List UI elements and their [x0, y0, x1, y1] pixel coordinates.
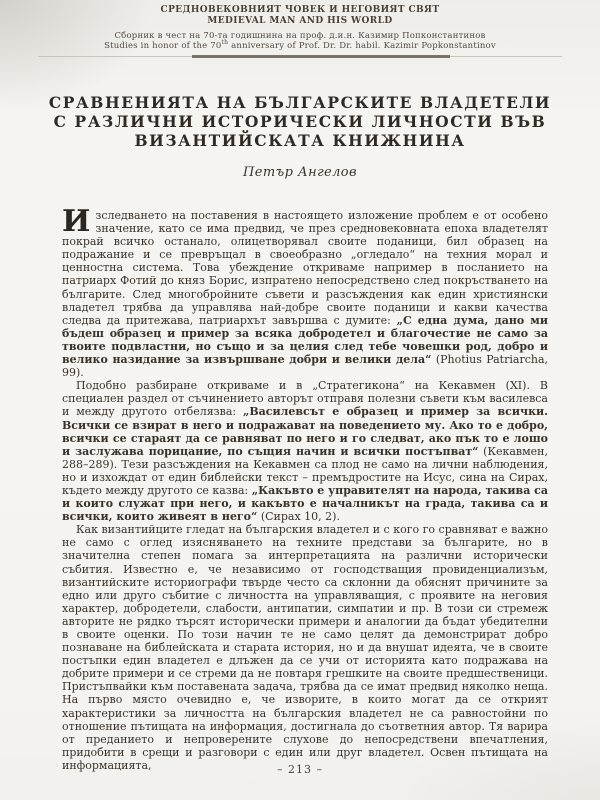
- text-run: „Какъвто е управителят на народа, такива са и които служат при него, и какъвто е началникът на града, такива са и всички, които живеят в него“: [62, 483, 548, 524]
- text-run: anniversary of Prof. Dr. Dr. habil. Kazimir Popkonstantinov: [228, 41, 496, 51]
- page-footer: [0, 763, 600, 776]
- paragraph: [62, 379, 548, 523]
- text-run: Как византийците гледат на българския владетел и с кого го сравняват е важно не само с оглед изясняването на техните представи за българите, но в значителна степен помага за интерпретацията на различни исторически събития. Известно е, че независимо от господстващия провиденциализъм, византийските историографи твърде често са склонни да обяснят причините за едно или друго събитие с личността на управляващия, с проявите на неговия характер, добродетели, слабости, антипатии, симпатии и пр. В този си стремеж авторите не рядко търсят исторически примери и аналогии да бъдат убедителни в своите оценки. По този начин те не само целят да демонстрират добро познаване на библейската и старата история, но и да внушат идеята, че в своите постъпки един владетел е длъжен да се учи от историята като подражава на добрите примери и се стреми да не повтаря грешките на своите предшественици. Пристъпвайки към поставената задача, трябва да се имат предвид няколко неща. На първо място очевидно е, че изворите, в които могат да се открият характеристики за личността на българския владетел не са равностойни по отношение пътищата на информация, достигнала до съответния автор. Тя варира от преданието и непроверените слухове до непосредствени впечатления, придобити в срещи и разговори с един или друг владетел. Освен пътищата на информацията,: [62, 523, 548, 772]
- article-title-line-3: ВИЗАНТИЙСКАТА КНИЖНИНА: [134, 131, 466, 150]
- article-title: [30, 93, 570, 150]
- article-author: Петър Ангелов: [242, 165, 358, 180]
- series-title-en: MEDIEVAL MAN AND HIS WORLD: [207, 16, 393, 26]
- text-run: (Сирах 10, 2).: [257, 510, 340, 524]
- header-rule: [38, 56, 562, 60]
- article-title-line-1: СРАВНЕНИЯТА НА БЪЛГАРСКИТЕ ВЛАДЕТЕЛИ: [48, 93, 552, 112]
- text-run: th: [221, 39, 229, 47]
- article-body: [62, 204, 549, 772]
- text-run: (Photius Patriarcha, 99).: [62, 353, 548, 380]
- text-run: „Василевсът е образец и пример за всички. Всички се взират в него и подражават на поведението му. Ако то е добро, всички се стараят да се равняват по него и го следват, ако пък то е лошо и заслужава порицание, по същия начин и всички постъпват“: [62, 405, 548, 458]
- header-subtitle-bg: Сборник в чест на 70-та годишнина на проф. д.и.н. Казимир Попконстантинов: [114, 31, 486, 41]
- series-title-bg: СРЕДНОВЕКОВНИЯТ ЧОВЕК И НЕГОВИЯТ СВЯТ: [160, 5, 440, 15]
- page-number: – 213 –: [277, 763, 323, 776]
- article-title-line-2: С РАЗЛИЧНИ ИСТОРИЧЕСКИ ЛИЧНОСТИ ВЪВ: [53, 112, 547, 131]
- header-rule-dark-segment: [192, 55, 450, 58]
- running-header: [0, 0, 600, 51]
- text-run: Studies in honor of the 70: [104, 41, 222, 51]
- drop-cap: И: [62, 204, 91, 239]
- text-run: Подобно разбиране откриваме и в „Стратегикона“ на Кекавмен (XI). В специален раздел от съчинението авторът отправя полезни съвети към василевса и между другото отбелязва:: [62, 379, 548, 419]
- paragraph: [62, 523, 548, 772]
- text-run: зследването на поставения в настоящето изложение проблем е от особено значение, като се има предвид, че през средновековната епоха владетелят покрай всичко останало, олицетворявал своите поданици, бил образец на подражание и се превръщал в своеобразно „огледало“ на техния морал и ценностна система. Това убеждение откриваме например в посланието на патриарх Фотий до княз Борис, изпратено непосредствено след покръстването на българите. След многобройните съвети и разсъждения как един християнски владетел трябва да управлява най-добре своите поданици и какви качества следва да притежава, патриархът завършва с думите:: [62, 209, 548, 327]
- text-run: (Кекавмен, 288–289). Тези разсъждения на Кекавмен са плод не само на лични наблюдения, но и изхождат от един библейски текст – премъдростите на Исус, сина на Сирах, където между другото се казва:: [62, 444, 548, 497]
- header-subtitle-en: [0, 41, 600, 51]
- paragraph: [62, 204, 549, 380]
- text-run: „С една дума, дано ми бъдеш образец и пример за всяка добродетел и благочестие не само за твоите подвластни, но също и за целия след тебе човешки род, добро и велико назидание за извършване добри и велики дела“: [62, 313, 549, 367]
